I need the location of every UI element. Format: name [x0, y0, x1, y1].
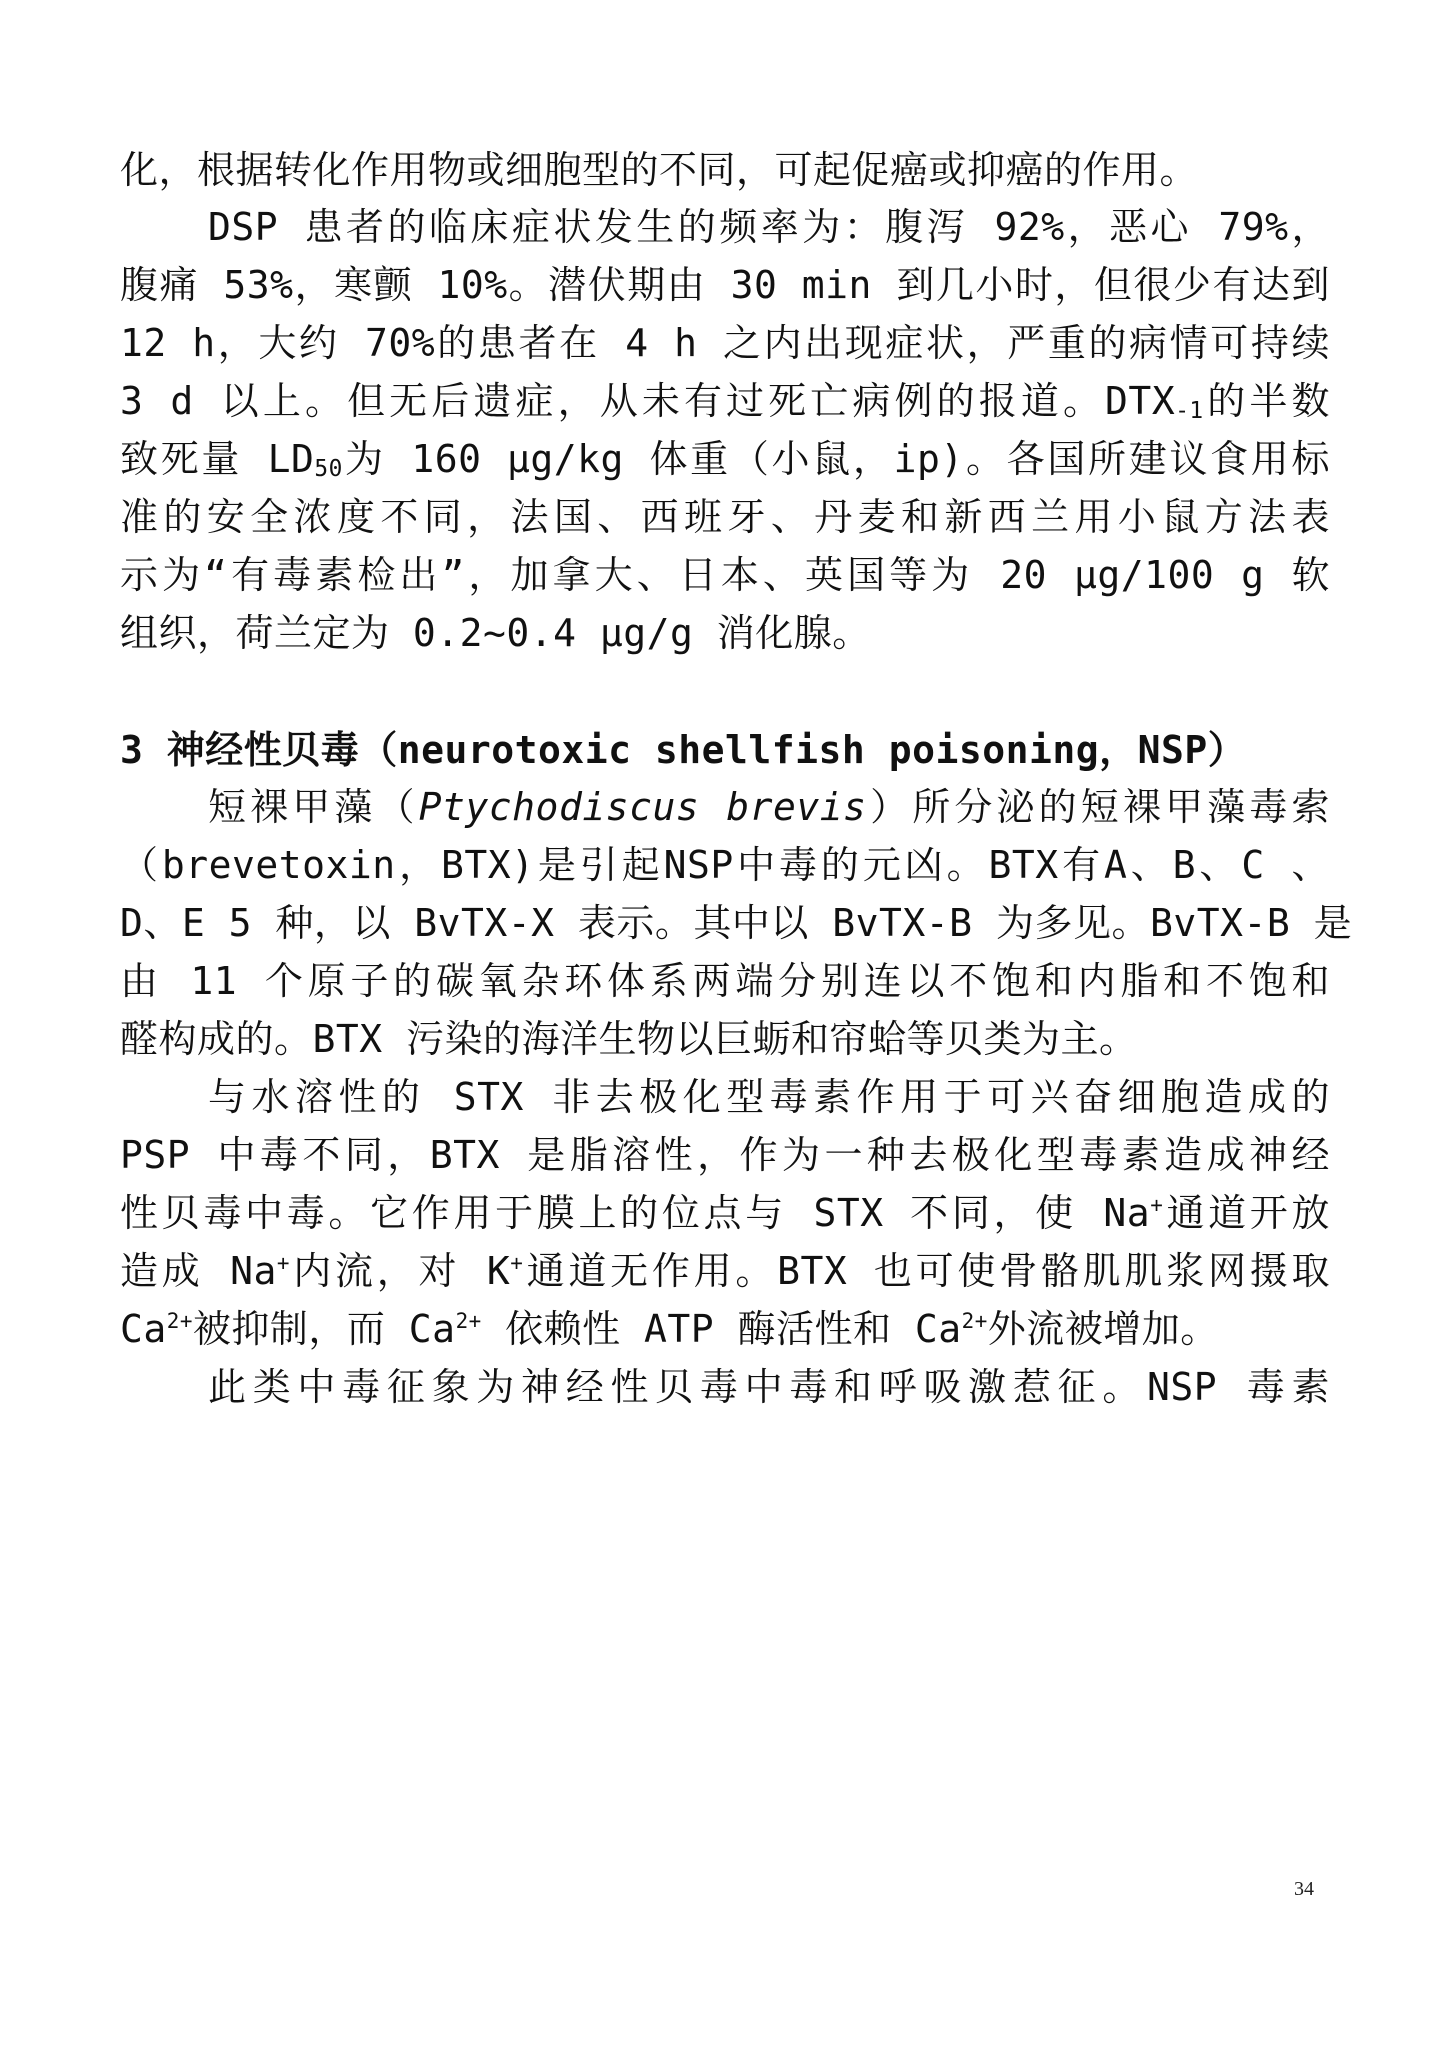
text-span: 的半数 — [1203, 379, 1330, 423]
text-span: Ca — [120, 1307, 167, 1351]
superscript: 2+ — [961, 1309, 988, 1333]
text-span: 外流被增加。 — [987, 1307, 1219, 1351]
paragraph-4-line-3 — [120, 1189, 1330, 1237]
paragraph-4-line-5 — [120, 1305, 1330, 1353]
paragraph-2-line-8: 组织，荷兰定为 0.2~0.4 μg/g 消化腺。 — [120, 611, 871, 655]
section-heading: 3 神经性贝毒（neurotoxic shellfish poisoning，NSP） — [120, 728, 1247, 772]
superscript: 2+ — [455, 1309, 482, 1333]
text-span: 3 d 以上。但无后遗症，从未有过死亡病例的报道。DTX — [120, 379, 1176, 423]
text-span: 通道开放 — [1163, 1191, 1330, 1235]
paragraph-2-line-6: 准的安全浓度不同，法国、西班牙、丹麦和新西兰用小鼠方法表 — [120, 495, 1330, 539]
paragraph-4-line-4 — [120, 1247, 1330, 1295]
superscript: + — [276, 1251, 290, 1275]
superscript: 2+ — [166, 1309, 193, 1333]
paragraph-3-line-2: （brevetoxin，BTX)是引起NSP中毒的元凶。BTX有A、B、C 、 — [120, 843, 1330, 887]
paragraph-2-line-1: DSP 患者的临床症状发生的频率为：腹泻 92%，恶心 79%， — [208, 205, 1330, 249]
superscript: + — [510, 1251, 524, 1275]
paragraph-2-line-7: 示为“有毒素检出”，加拿大、日本、英国等为 20 μg/100 g 软 — [120, 553, 1330, 597]
page-number: 34 — [1294, 1878, 1314, 1900]
superscript: + — [1150, 1193, 1164, 1217]
species-name: Ptychodiscus brevis — [418, 785, 867, 829]
paragraph-2-line-2: 腹痛 53%，寒颤 10%。潜伏期由 30 min 到几小时，但很少有达到 — [120, 263, 1330, 307]
paragraph-2-line-5 — [120, 435, 1330, 483]
paragraph-1-line-1: 化，根据转化作用物或细胞型的不同，可起促癌或抑癌的作用。 — [120, 148, 1199, 192]
paragraph-4-line-1: 与水溶性的 STX 非去极化型毒素作用于可兴奋细胞造成的 — [208, 1075, 1330, 1119]
text-span: 造成 Na — [120, 1249, 277, 1293]
paragraph-3-line-1 — [208, 783, 1330, 831]
text-span: 被抑制，而 Ca — [192, 1307, 456, 1351]
text-span: 通道无作用。BTX 也可使骨骼肌肌浆网摄取 — [523, 1249, 1330, 1293]
text-span: 内流，对 K — [289, 1249, 511, 1293]
paragraph-4-line-2: PSP 中毒不同，BTX 是脂溶性，作为一种去极化型毒素造成神经 — [120, 1133, 1330, 1177]
text-span: 短裸甲藻（ — [208, 785, 419, 829]
text-span: ）所分泌的短裸甲藻毒索 — [866, 785, 1330, 829]
paragraph-3-line-5: 醛构成的。BTX 污染的海洋生物以巨蛎和帘蛤等贝类为主。 — [120, 1017, 1138, 1061]
paragraph-3-line-4: 由 11 个原子的碳氧杂环体系两端分别连以不饱和内脂和不饱和 — [120, 959, 1330, 1003]
text-span: 性贝毒中毒。它作用于膜上的位点与 STX 不同，使 Na — [120, 1191, 1151, 1235]
paragraph-2-line-4 — [120, 377, 1330, 425]
text-span: 依赖性 ATP 酶活性和 Ca — [481, 1307, 962, 1351]
subscript: -1 — [1175, 398, 1204, 424]
text-span: 致死量 LD — [120, 437, 315, 481]
paragraph-2-line-3: 12 h，大约 70%的患者在 4 h 之内出现症状，严重的病情可持续 — [120, 321, 1330, 365]
paragraph-5-line-1: 此类中毒征象为神经性贝毒中毒和呼吸激惹征。NSP 毒素 — [208, 1365, 1330, 1409]
paragraph-3-line-3: D、E 5 种，以 BvTX-X 表示。其中以 BvTX-B 为多见。BvTX-B 是 — [120, 901, 1353, 945]
subscript: 50 — [314, 456, 343, 482]
text-span: 为 160 μg/kg 体重（小鼠，ip)。各国所建议食用标 — [342, 437, 1330, 481]
